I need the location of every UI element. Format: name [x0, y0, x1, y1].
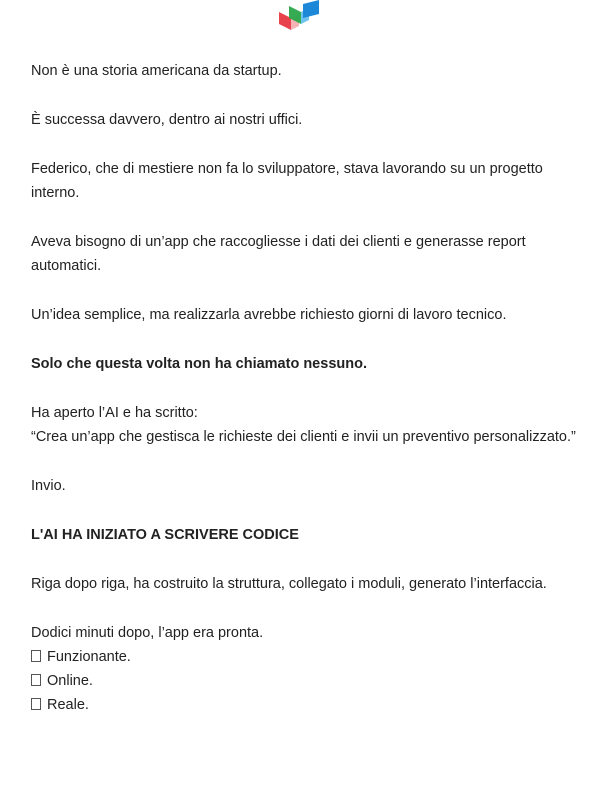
paragraph-line: Ha aperto l’AI e ha scritto: [31, 405, 198, 421]
paragraph-line: Dodici minuti dopo, l’app era pronta. [31, 625, 264, 641]
paragraph: Un’idea semplice, ma realizzarla avrebbe richiesto giorni di lavoro tecnico. [31, 307, 507, 323]
checklist-item [31, 693, 581, 717]
checklist-label: Reale. [47, 697, 89, 713]
checkbox-icon [31, 698, 41, 710]
checkbox-icon [31, 674, 41, 686]
paragraph: Invio. [31, 478, 66, 494]
paragraph: È successa davvero, dentro ai nostri uffici. [31, 112, 303, 128]
checklist-item [31, 645, 581, 669]
paragraph: Federico, che di mestiere non fa lo sviluppatore, stava lavorando su un progetto interno. [31, 161, 543, 201]
paragraph [31, 621, 581, 717]
checkbox-icon [31, 650, 41, 662]
checklist-label: Funzionante. [47, 649, 131, 665]
quote-line: “Crea un’app che gestisca le richieste dei clienti e invii un preventivo personalizzato.” [31, 429, 576, 445]
bold-paragraph: Solo che questa volta non ha chiamato nessuno. [31, 356, 367, 372]
article-body [31, 59, 581, 742]
brand-logo-icon [279, 0, 323, 36]
paragraph: Non è una storia americana da startup. [31, 63, 282, 79]
paragraph: Aveva bisogno di un’app che raccogliesse i dati dei clienti e generasse report automatici. [31, 234, 526, 274]
paragraph [31, 401, 581, 449]
section-heading: L'AI HA INIZIATO A SCRIVERE CODICE [31, 527, 299, 543]
paragraph: Riga dopo riga, ha costruito la struttura, collegato i moduli, generato l’interfaccia. [31, 576, 547, 592]
checklist-label: Online. [47, 673, 93, 689]
checklist-item [31, 669, 581, 693]
